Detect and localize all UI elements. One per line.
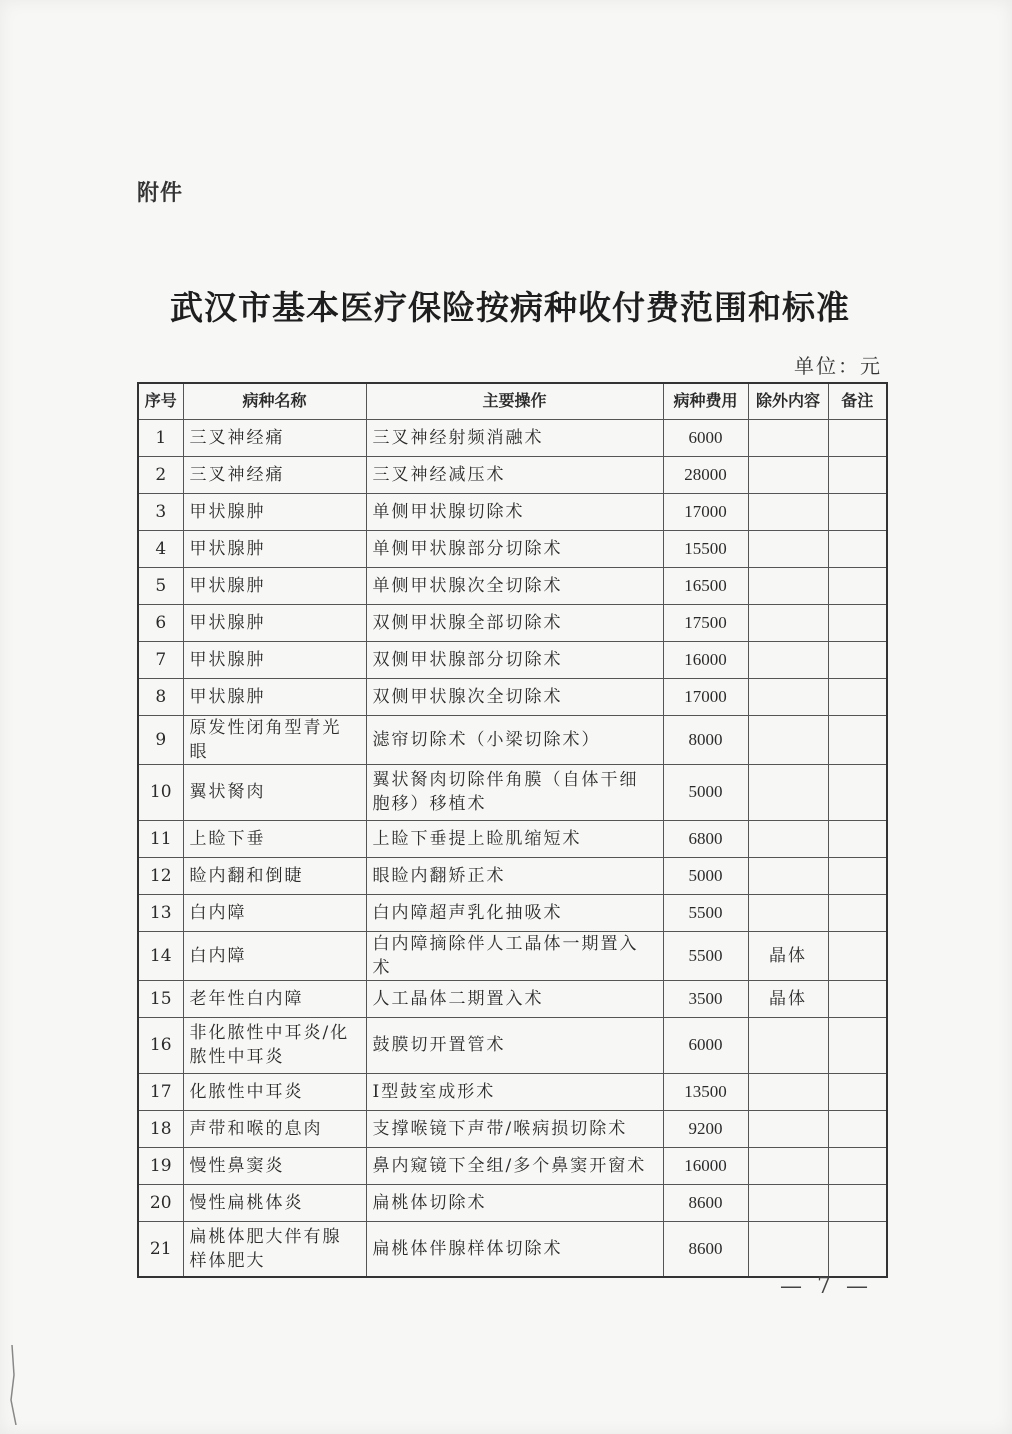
cell-operation: 单侧甲状腺部分切除术	[366, 530, 663, 567]
cell-note	[828, 1221, 887, 1277]
cell-disease: 甲状腺肿	[183, 604, 366, 641]
table-row	[138, 894, 887, 931]
cell-exclusion	[748, 678, 828, 715]
cell-note	[828, 857, 887, 894]
cell-note	[828, 1184, 887, 1221]
table-row	[138, 456, 887, 493]
cell-operation: 白内障超声乳化抽吸术	[366, 894, 663, 931]
cell-operation: 上睑下垂提上睑肌缩短术	[366, 820, 663, 857]
cell-note	[828, 1073, 887, 1110]
page-number: — 7 —	[780, 1274, 872, 1299]
cell-operation: 鼻内窥镜下全组/多个鼻窦开窗术	[366, 1147, 663, 1184]
cell-note	[828, 530, 887, 567]
cell-fee: 16500	[663, 567, 748, 604]
cell-fee: 5000	[663, 857, 748, 894]
cell-no: 18	[138, 1110, 183, 1147]
cell-fee: 17000	[663, 493, 748, 530]
cell-fee: 5500	[663, 931, 748, 980]
cell-operation: 鼓膜切开置管术	[366, 1017, 663, 1073]
cell-exclusion	[748, 715, 828, 764]
cell-no: 19	[138, 1147, 183, 1184]
cell-disease: 甲状腺肿	[183, 530, 366, 567]
cell-no: 3	[138, 493, 183, 530]
table-row	[138, 715, 887, 764]
cell-fee: 8600	[663, 1184, 748, 1221]
cell-note	[828, 604, 887, 641]
cell-fee: 5000	[663, 764, 748, 820]
cell-no: 20	[138, 1184, 183, 1221]
cell-exclusion	[748, 1073, 828, 1110]
cell-note	[828, 678, 887, 715]
cell-exclusion	[748, 567, 828, 604]
cell-disease: 翼状胬肉	[183, 764, 366, 820]
cell-no: 2	[138, 456, 183, 493]
cell-note	[828, 567, 887, 604]
cell-fee: 8600	[663, 1221, 748, 1277]
cell-note	[828, 931, 887, 980]
cell-disease: 甲状腺肿	[183, 493, 366, 530]
cell-no: 4	[138, 530, 183, 567]
cell-disease: 扁桃体肥大伴有腺样体肥大	[183, 1221, 366, 1277]
cell-exclusion	[748, 1221, 828, 1277]
cell-fee: 28000	[663, 456, 748, 493]
table-row	[138, 820, 887, 857]
cell-disease: 三叉神经痛	[183, 456, 366, 493]
header-note: 备注	[828, 383, 887, 419]
table-row	[138, 678, 887, 715]
cell-disease: 化脓性中耳炎	[183, 1073, 366, 1110]
cell-operation: 支撑喉镜下声带/喉病损切除术	[366, 1110, 663, 1147]
table-body	[138, 419, 887, 1277]
header-no: 序号	[138, 383, 183, 419]
cell-fee: 16000	[663, 1147, 748, 1184]
cell-operation: 扁桃体伴腺样体切除术	[366, 1221, 663, 1277]
cell-note	[828, 641, 887, 678]
cell-exclusion	[748, 1184, 828, 1221]
cell-disease: 甲状腺肿	[183, 641, 366, 678]
cell-no: 1	[138, 419, 183, 456]
cell-disease: 原发性闭角型青光眼	[183, 715, 366, 764]
table-row	[138, 1184, 887, 1221]
cell-no: 7	[138, 641, 183, 678]
fee-table	[137, 382, 888, 1278]
table-row	[138, 493, 887, 530]
cell-fee: 17000	[663, 678, 748, 715]
cell-exclusion	[748, 764, 828, 820]
cell-note	[828, 493, 887, 530]
cell-fee: 6000	[663, 419, 748, 456]
cell-operation: 三叉神经射频消融术	[366, 419, 663, 456]
cell-exclusion	[748, 1147, 828, 1184]
cell-no: 9	[138, 715, 183, 764]
cell-disease: 白内障	[183, 931, 366, 980]
cell-operation: 双侧甲状腺次全切除术	[366, 678, 663, 715]
cell-no: 16	[138, 1017, 183, 1073]
cell-exclusion	[748, 456, 828, 493]
cell-fee: 5500	[663, 894, 748, 931]
cell-disease: 三叉神经痛	[183, 419, 366, 456]
cell-disease: 声带和喉的息肉	[183, 1110, 366, 1147]
cell-disease: 慢性扁桃体炎	[183, 1184, 366, 1221]
cell-operation: 白内障摘除伴人工晶体一期置入术	[366, 931, 663, 980]
cell-exclusion: 晶体	[748, 980, 828, 1017]
cell-exclusion	[748, 493, 828, 530]
cell-no: 21	[138, 1221, 183, 1277]
cell-no: 5	[138, 567, 183, 604]
cell-disease: 甲状腺肿	[183, 678, 366, 715]
cell-note	[828, 764, 887, 820]
cell-fee: 16000	[663, 641, 748, 678]
cell-fee: 3500	[663, 980, 748, 1017]
table-row	[138, 1017, 887, 1073]
table-row	[138, 530, 887, 567]
header-exclusion: 除外内容	[748, 383, 828, 419]
cell-disease: 甲状腺肿	[183, 567, 366, 604]
cell-exclusion	[748, 857, 828, 894]
cell-note	[828, 980, 887, 1017]
cell-note	[828, 1147, 887, 1184]
cell-note	[828, 715, 887, 764]
table-row	[138, 1221, 887, 1277]
cell-disease: 慢性鼻窦炎	[183, 1147, 366, 1184]
table-row	[138, 1147, 887, 1184]
table-row	[138, 1110, 887, 1147]
cell-fee: 13500	[663, 1073, 748, 1110]
cell-exclusion	[748, 530, 828, 567]
table-row	[138, 567, 887, 604]
cell-exclusion	[748, 1110, 828, 1147]
header-operation: 主要操作	[366, 383, 663, 419]
cell-operation: 滤帘切除术（小梁切除术）	[366, 715, 663, 764]
cell-note	[828, 1017, 887, 1073]
table-row	[138, 980, 887, 1017]
table-row	[138, 641, 887, 678]
scan-artifact	[8, 1345, 22, 1425]
table-row	[138, 764, 887, 820]
header-fee: 病种费用	[663, 383, 748, 419]
table-row	[138, 419, 887, 456]
table-header-row	[138, 383, 887, 419]
cell-operation: 人工晶体二期置入术	[366, 980, 663, 1017]
cell-fee: 17500	[663, 604, 748, 641]
cell-note	[828, 419, 887, 456]
cell-exclusion	[748, 419, 828, 456]
cell-operation: I型鼓室成形术	[366, 1073, 663, 1110]
cell-disease: 老年性白内障	[183, 980, 366, 1017]
cell-fee: 9200	[663, 1110, 748, 1147]
cell-no: 13	[138, 894, 183, 931]
cell-operation: 单侧甲状腺切除术	[366, 493, 663, 530]
cell-exclusion	[748, 820, 828, 857]
cell-fee: 6000	[663, 1017, 748, 1073]
cell-exclusion: 晶体	[748, 931, 828, 980]
cell-note	[828, 456, 887, 493]
attachment-label: 附件	[137, 181, 184, 206]
cell-disease: 白内障	[183, 894, 366, 931]
cell-no: 15	[138, 980, 183, 1017]
cell-fee: 8000	[663, 715, 748, 764]
cell-exclusion	[748, 604, 828, 641]
cell-exclusion	[748, 1017, 828, 1073]
table-row	[138, 1073, 887, 1110]
cell-operation: 翼状胬肉切除伴角膜（自体干细胞移）移植术	[366, 764, 663, 820]
table-row	[138, 604, 887, 641]
cell-operation: 扁桃体切除术	[366, 1184, 663, 1221]
cell-fee: 15500	[663, 530, 748, 567]
cell-note	[828, 820, 887, 857]
cell-no: 6	[138, 604, 183, 641]
table-row	[138, 931, 887, 980]
table-row	[138, 857, 887, 894]
cell-note	[828, 894, 887, 931]
document-title: 武汉市基本医疗保险按病种收付费范围和标准	[170, 288, 850, 327]
cell-operation: 双侧甲状腺全部切除术	[366, 604, 663, 641]
cell-no: 12	[138, 857, 183, 894]
cell-exclusion	[748, 641, 828, 678]
header-disease: 病种名称	[183, 383, 366, 419]
cell-operation: 三叉神经减压术	[366, 456, 663, 493]
cell-no: 11	[138, 820, 183, 857]
cell-note	[828, 1110, 887, 1147]
cell-disease: 睑内翻和倒睫	[183, 857, 366, 894]
cell-disease: 非化脓性中耳炎/化脓性中耳炎	[183, 1017, 366, 1073]
cell-disease: 上睑下垂	[183, 820, 366, 857]
cell-no: 14	[138, 931, 183, 980]
cell-no: 17	[138, 1073, 183, 1110]
cell-fee: 6800	[663, 820, 748, 857]
cell-operation: 双侧甲状腺部分切除术	[366, 641, 663, 678]
cell-operation: 眼睑内翻矫正术	[366, 857, 663, 894]
unit-label: 单位：元	[794, 354, 882, 378]
cell-operation: 单侧甲状腺次全切除术	[366, 567, 663, 604]
cell-no: 8	[138, 678, 183, 715]
cell-exclusion	[748, 894, 828, 931]
cell-no: 10	[138, 764, 183, 820]
